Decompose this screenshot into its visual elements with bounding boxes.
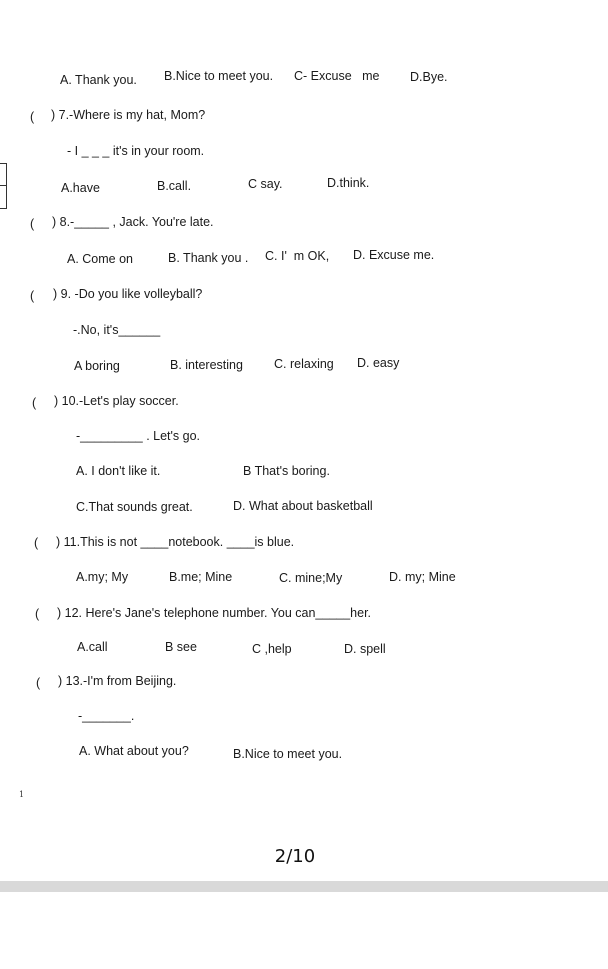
q7-option-a: A.have	[61, 181, 100, 195]
q7-option-b: B.call.	[157, 179, 192, 193]
q6-option-d: D.Bye.	[410, 70, 448, 84]
q9-option-b: B. interesting	[170, 358, 243, 372]
q11-option-b: B.me; Mine	[169, 570, 233, 584]
q7-option-d: D.think.	[327, 176, 370, 190]
q9-option-c: C. relaxing	[274, 357, 334, 371]
q12-question: ) 12. Here's Jane's telephone number. You can_____her.	[57, 606, 372, 620]
q9-question: ) 9. -Do you like volleyball?	[53, 287, 203, 301]
q9-response-line: -.No, it's______	[73, 323, 161, 337]
q10-answer-bracket: (	[32, 396, 37, 410]
q13-option-b: B.Nice to meet you.	[233, 747, 343, 761]
viewer-background	[0, 892, 608, 969]
q8-option-a: A. Come on	[67, 252, 134, 266]
q9-option-d: D. easy	[357, 356, 400, 370]
q8-option-b: B. Thank you .	[168, 251, 249, 265]
q7-option-c: C say.	[248, 177, 283, 191]
q12-option-d: D. spell	[344, 642, 386, 656]
edge-box-fragment	[0, 163, 7, 209]
q13-answer-bracket: (	[36, 676, 41, 690]
q12-option-c: C ,help	[252, 642, 292, 656]
q10-option-c: C.That sounds great.	[76, 500, 193, 514]
q8-option-d: D. Excuse me.	[353, 248, 435, 262]
scroll-progress-bar	[0, 881, 608, 892]
q7-answer-bracket: (	[30, 110, 35, 124]
q10-option-a: A. I don't like it.	[76, 464, 161, 478]
q11-option-c: C. mine;My	[279, 571, 343, 585]
q8-question: ) 8.-_____ , Jack. You're late.	[52, 215, 214, 229]
q13-question: ) 13.-I'm from Beijing.	[58, 674, 177, 688]
q12-option-b: B see	[165, 640, 197, 654]
q8-answer-bracket: (	[30, 217, 35, 231]
q10-option-d: D. What about basketball	[233, 499, 373, 513]
q11-option-a: A.my; My	[76, 570, 129, 584]
edge-box-divider	[0, 185, 7, 186]
q10-question: ) 10.-Let's play soccer.	[54, 394, 179, 408]
q13-option-a: A. What about you?	[79, 744, 189, 758]
q12-answer-bracket: (	[35, 607, 40, 621]
q6-option-c: C- Excuse me	[294, 69, 380, 83]
q9-answer-bracket: (	[30, 289, 35, 303]
q8-option-c: C. I' m OK,	[265, 249, 330, 263]
q13-response-line: -_______.	[78, 709, 135, 723]
q10-option-b: B That's boring.	[243, 464, 330, 478]
q7-question: ) 7.-Where is my hat, Mom?	[51, 108, 206, 122]
q12-option-a: A.call	[77, 640, 108, 654]
q6-option-a: A. Thank you.	[60, 73, 137, 87]
q11-option-d: D. my; Mine	[389, 570, 456, 584]
q6-option-b: B.Nice to meet you.	[164, 69, 274, 83]
page-corner-mark: 1	[19, 790, 25, 799]
page-counter: 2/10	[274, 846, 316, 867]
q11-answer-bracket: (	[34, 536, 39, 550]
q10-response-line: -_________ . Let's go.	[76, 429, 201, 443]
q7-response-line: - I _ _ _ it's in your room.	[67, 144, 205, 158]
q11-question: ) 11.This is not ____notebook. ____is blue.	[56, 535, 295, 549]
q9-option-a: A boring	[74, 359, 120, 373]
